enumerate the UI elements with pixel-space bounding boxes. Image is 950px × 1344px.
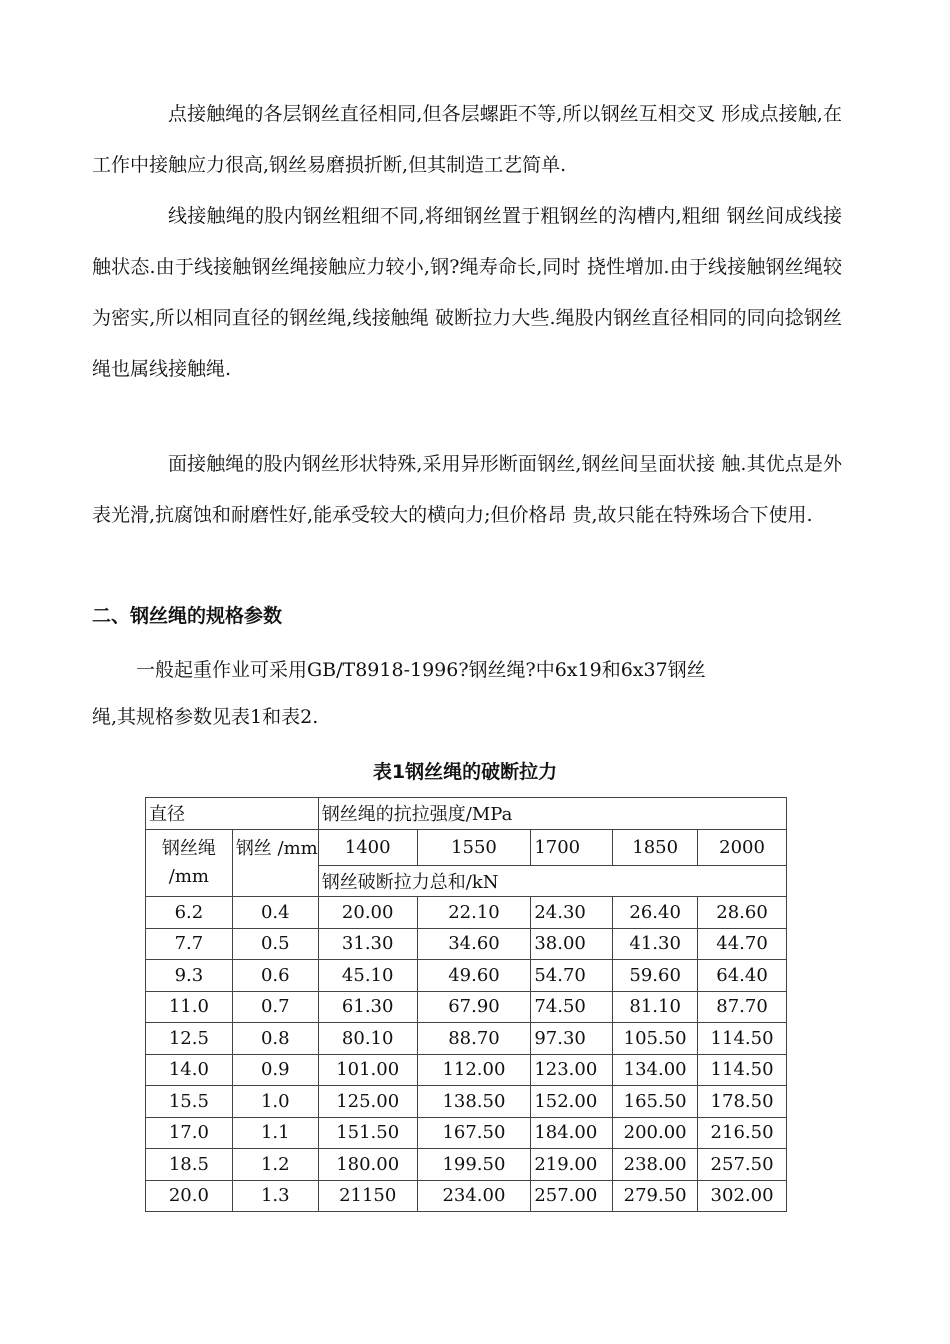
header-grade: 2000 bbox=[698, 829, 787, 865]
table-cell: 180.00 bbox=[318, 1149, 417, 1181]
table-cell: 20.0 bbox=[146, 1180, 233, 1212]
table-cell: 49.60 bbox=[417, 960, 531, 992]
table-cell: 64.40 bbox=[698, 960, 787, 992]
table-cell: 178.50 bbox=[698, 1086, 787, 1118]
table-cell: 87.70 bbox=[698, 991, 787, 1023]
paragraph-line-contact: 线接触绳的股内钢丝粗细不同,将细钢丝置于粗钢丝的沟槽内,粗细 钢丝间成线接触状态.由于线接触钢丝绳接触应力较小,钢?绳寿命长,同时 挠性增加.由于线接触钢丝绳较为密实,所以相同直径的钢丝绳,线接触绳 破断拉力大些.绳股内钢丝直径相同的同向捻钢丝绳也属线接触绳. bbox=[92, 205, 842, 380]
table-row bbox=[146, 1054, 787, 1086]
table-cell: 61.30 bbox=[318, 991, 417, 1023]
table-row bbox=[146, 1180, 787, 1212]
table-cell: 67.90 bbox=[417, 991, 531, 1023]
table-cell: 184.00 bbox=[531, 1117, 613, 1149]
table-row bbox=[146, 928, 787, 960]
table-header-row-1 bbox=[146, 798, 787, 830]
table-cell: 21150 bbox=[318, 1180, 417, 1212]
table-cell: 31.30 bbox=[318, 928, 417, 960]
header-grade: 1400 bbox=[318, 829, 417, 865]
table-cell: 38.00 bbox=[531, 928, 613, 960]
table-cell: 81.10 bbox=[613, 991, 698, 1023]
table-cell: 0.6 bbox=[232, 960, 318, 992]
table-cell: 114.50 bbox=[698, 1054, 787, 1086]
table-cell: 257.50 bbox=[698, 1149, 787, 1181]
table-row bbox=[146, 1149, 787, 1181]
table-cell: 123.00 bbox=[531, 1054, 613, 1086]
table-cell: 151.50 bbox=[318, 1117, 417, 1149]
table-cell: 165.50 bbox=[613, 1086, 698, 1118]
table-cell: 20.00 bbox=[318, 897, 417, 929]
header-rope-unit: /mm bbox=[168, 865, 209, 887]
table-row bbox=[146, 960, 787, 992]
paragraph-standard-line1: 一般起重作业可采用GB/T8918-1996?钢丝绳?中6x19和6x37钢丝 bbox=[136, 659, 706, 681]
section-heading: 二、钢丝绳的规格参数 bbox=[92, 605, 283, 627]
table-caption: 表1钢丝绳的破断拉力 bbox=[372, 761, 558, 783]
table-cell: 152.00 bbox=[531, 1086, 613, 1118]
paragraph-point-contact: 点接触绳的各层钢丝直径相同,但各层螺距不等,所以钢丝互相交叉 形成点接触,在工作中接触应力很高,钢丝易磨损折断,但其制造工艺简单. bbox=[92, 103, 842, 176]
table-cell: 125.00 bbox=[318, 1086, 417, 1118]
table-cell: 216.50 bbox=[698, 1117, 787, 1149]
table-cell: 0.4 bbox=[232, 897, 318, 929]
table-cell: 167.50 bbox=[417, 1117, 531, 1149]
table-cell: 97.30 bbox=[531, 1023, 613, 1055]
table-cell: 279.50 bbox=[613, 1180, 698, 1212]
table-cell: 18.5 bbox=[146, 1149, 233, 1181]
header-grade: 1850 bbox=[613, 829, 698, 865]
table-cell: 138.50 bbox=[417, 1086, 531, 1118]
header-wire-diameter: 钢丝 /mm bbox=[232, 829, 318, 897]
table-cell: 257.00 bbox=[531, 1180, 613, 1212]
table-cell: 101.00 bbox=[318, 1054, 417, 1086]
table-cell: 7.7 bbox=[146, 928, 233, 960]
table-cell: 11.0 bbox=[146, 991, 233, 1023]
header-diameter: 直径 bbox=[146, 798, 319, 830]
header-rope-label: 钢丝绳 bbox=[161, 837, 216, 859]
header-grade: 1550 bbox=[417, 829, 531, 865]
table-cell: 80.10 bbox=[318, 1023, 417, 1055]
table-cell: 41.30 bbox=[613, 928, 698, 960]
table-cell: 302.00 bbox=[698, 1180, 787, 1212]
table-cell: 0.5 bbox=[232, 928, 318, 960]
table-cell: 1.2 bbox=[232, 1149, 318, 1181]
table-row bbox=[146, 991, 787, 1023]
table-cell: 1.1 bbox=[232, 1117, 318, 1149]
paragraph-surface-contact: 面接触绳的股内钢丝形状特殊,采用异形断面钢丝,钢丝间呈面状接 触.其优点是外表光滑,抗腐蚀和耐磨性好,能承受较大的横向力;但价格昂 贵,故只能在特殊场合下使用. bbox=[92, 453, 842, 526]
table-cell: 234.00 bbox=[417, 1180, 531, 1212]
header-breaking-force: 钢丝破断拉力总和/kN bbox=[318, 865, 786, 897]
header-rope-diameter bbox=[146, 829, 233, 897]
table-row bbox=[146, 1117, 787, 1149]
table-cell: 44.70 bbox=[698, 928, 787, 960]
table-row bbox=[146, 897, 787, 929]
table-cell: 1.0 bbox=[232, 1086, 318, 1118]
table-cell: 114.50 bbox=[698, 1023, 787, 1055]
table-cell: 26.40 bbox=[613, 897, 698, 929]
table-cell: 34.60 bbox=[417, 928, 531, 960]
table-cell: 105.50 bbox=[613, 1023, 698, 1055]
header-tensile-strength: 钢丝绳的抗拉强度/MPa bbox=[318, 798, 786, 830]
table-cell: 134.00 bbox=[613, 1054, 698, 1086]
table-cell: 238.00 bbox=[613, 1149, 698, 1181]
table-cell: 6.2 bbox=[146, 897, 233, 929]
table-cell: 0.7 bbox=[232, 991, 318, 1023]
table-cell: 59.60 bbox=[613, 960, 698, 992]
table-cell: 9.3 bbox=[146, 960, 233, 992]
table-cell: 15.5 bbox=[146, 1086, 233, 1118]
table-cell: 17.0 bbox=[146, 1117, 233, 1149]
paragraph-standard-line2: 绳,其规格参数见表1和表2. bbox=[92, 706, 319, 728]
table-cell: 54.70 bbox=[531, 960, 613, 992]
header-grade: 1700 bbox=[531, 829, 613, 865]
table-cell: 112.00 bbox=[417, 1054, 531, 1086]
table-header-row-2 bbox=[146, 829, 787, 865]
table-cell: 199.50 bbox=[417, 1149, 531, 1181]
table-cell: 219.00 bbox=[531, 1149, 613, 1181]
table-cell: 28.60 bbox=[698, 897, 787, 929]
table-cell: 14.0 bbox=[146, 1054, 233, 1086]
table-cell: 200.00 bbox=[613, 1117, 698, 1149]
table-row bbox=[146, 1023, 787, 1055]
table-cell: 45.10 bbox=[318, 960, 417, 992]
table-row bbox=[146, 1086, 787, 1118]
table-cell: 24.30 bbox=[531, 897, 613, 929]
table-cell: 22.10 bbox=[417, 897, 531, 929]
table-cell: 12.5 bbox=[146, 1023, 233, 1055]
table-cell: 0.9 bbox=[232, 1054, 318, 1086]
table-cell: 1.3 bbox=[232, 1180, 318, 1212]
table-cell: 0.8 bbox=[232, 1023, 318, 1055]
table-cell: 88.70 bbox=[417, 1023, 531, 1055]
table-cell: 74.50 bbox=[531, 991, 613, 1023]
breaking-force-table bbox=[145, 797, 787, 1212]
